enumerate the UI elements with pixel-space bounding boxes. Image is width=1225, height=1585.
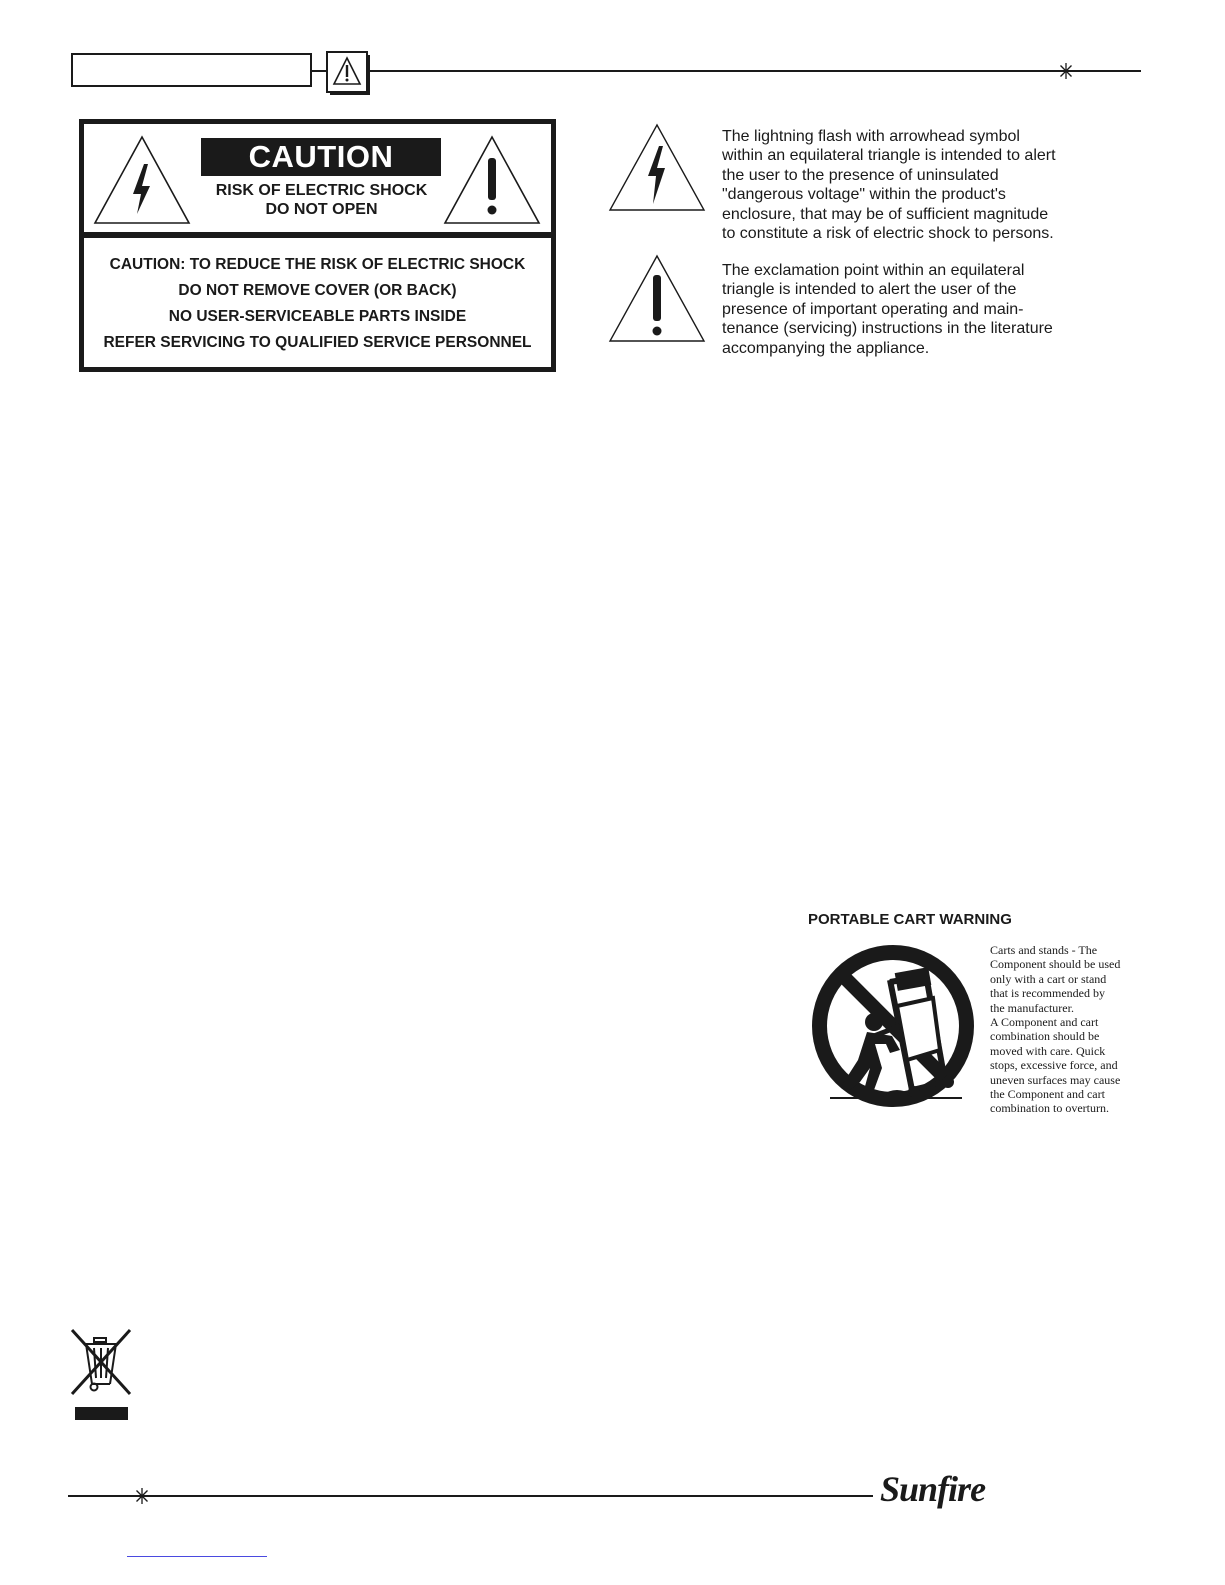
caution-banner: CAUTION — [201, 138, 441, 176]
description-line: accompanying the appliance. — [722, 339, 930, 357]
caution-sub-line-2: DO NOT OPEN — [265, 201, 378, 218]
cart-warning-line: only with a cart or stand — [990, 971, 1107, 986]
description-line: The lightning flash with arrowhead symbol — [722, 128, 1020, 145]
cart-warning-line: that is recommended by — [990, 986, 1105, 1001]
exclamation-symbol-description — [722, 261, 1092, 358]
cart-warning-line: uneven surfaces may cause — [990, 1072, 1121, 1087]
cart-warning-line: stops, excessive force, and — [990, 1058, 1118, 1073]
description-line: within an equilateral triangle is intended to alert — [722, 147, 1056, 165]
cart-warning-line: the Component and cart — [990, 1087, 1105, 1102]
caution-instruction-line: CAUTION: TO REDUCE THE RISK OF ELECTRIC SHOCK — [109, 256, 526, 273]
cart-warning-line: Carts and stands - The — [990, 943, 1098, 957]
section-title-box — [71, 53, 312, 87]
description-line: enclosure, that may be of sufficient magnitude — [722, 205, 1049, 223]
caution-instruction-line: NO USER-SERVICEABLE PARTS INSIDE — [168, 308, 467, 325]
caution-label-top — [84, 124, 551, 232]
star-icon — [1057, 62, 1075, 80]
link-underline — [127, 1556, 267, 1557]
cart-warning-line: combination to overturn. — [990, 1101, 1109, 1116]
caution-instruction-line: REFER SERVICING TO QUALIFIED SERVICE PERSONNEL — [103, 334, 532, 351]
caution-divider — [84, 232, 551, 238]
crossed-out-wheelie-bin-icon — [68, 1326, 134, 1421]
footer-rule — [68, 1495, 873, 1497]
description-line: The exclamation point within an equilateral — [722, 262, 1025, 279]
exclamation-triangle-icon — [442, 134, 542, 226]
cart-warning-title: PORTABLE CART WARNING — [808, 911, 1012, 928]
description-line: tenance (servicing) instructions in the literature — [722, 320, 1053, 338]
description-line: triangle is intended to alert the user of the — [722, 281, 1017, 299]
cart-warning-line: A Component and cart — [990, 1015, 1099, 1030]
description-line: to constitute a risk of electric shock to persons. — [722, 225, 1054, 243]
star-icon — [133, 1487, 151, 1505]
brand-logo: Sunfire — [880, 1469, 986, 1509]
description-line: "dangerous voltage" within the product's — [722, 186, 1006, 204]
exclamation-triangle-icon — [607, 253, 707, 345]
caution-instructions — [84, 252, 551, 356]
caution-sub-line-1: RISK OF ELECTRIC SHOCK — [215, 182, 428, 199]
cart-warning-line: Component should be used — [990, 957, 1121, 972]
cart-warning-line: the manufacturer. — [990, 1000, 1074, 1015]
description-line: presence of important operating and main- — [722, 300, 1024, 318]
lightning-symbol-description — [722, 127, 1092, 243]
lightning-triangle-icon — [92, 134, 192, 226]
description-line: the user to the presence of uninsulated — [722, 166, 999, 184]
cart-warning-line: moved with care. Quick — [990, 1043, 1106, 1058]
caution-label — [79, 119, 556, 372]
warning-triangle-icon — [326, 51, 370, 95]
caution-instruction-line: DO NOT REMOVE COVER (OR BACK) — [178, 282, 457, 299]
cart-warning-line: combination should be — [990, 1029, 1100, 1044]
cart-warning-text — [990, 943, 1140, 1116]
no-cart-tipping-icon — [812, 940, 975, 1110]
header-rule — [312, 70, 1141, 72]
lightning-triangle-icon — [607, 122, 707, 214]
